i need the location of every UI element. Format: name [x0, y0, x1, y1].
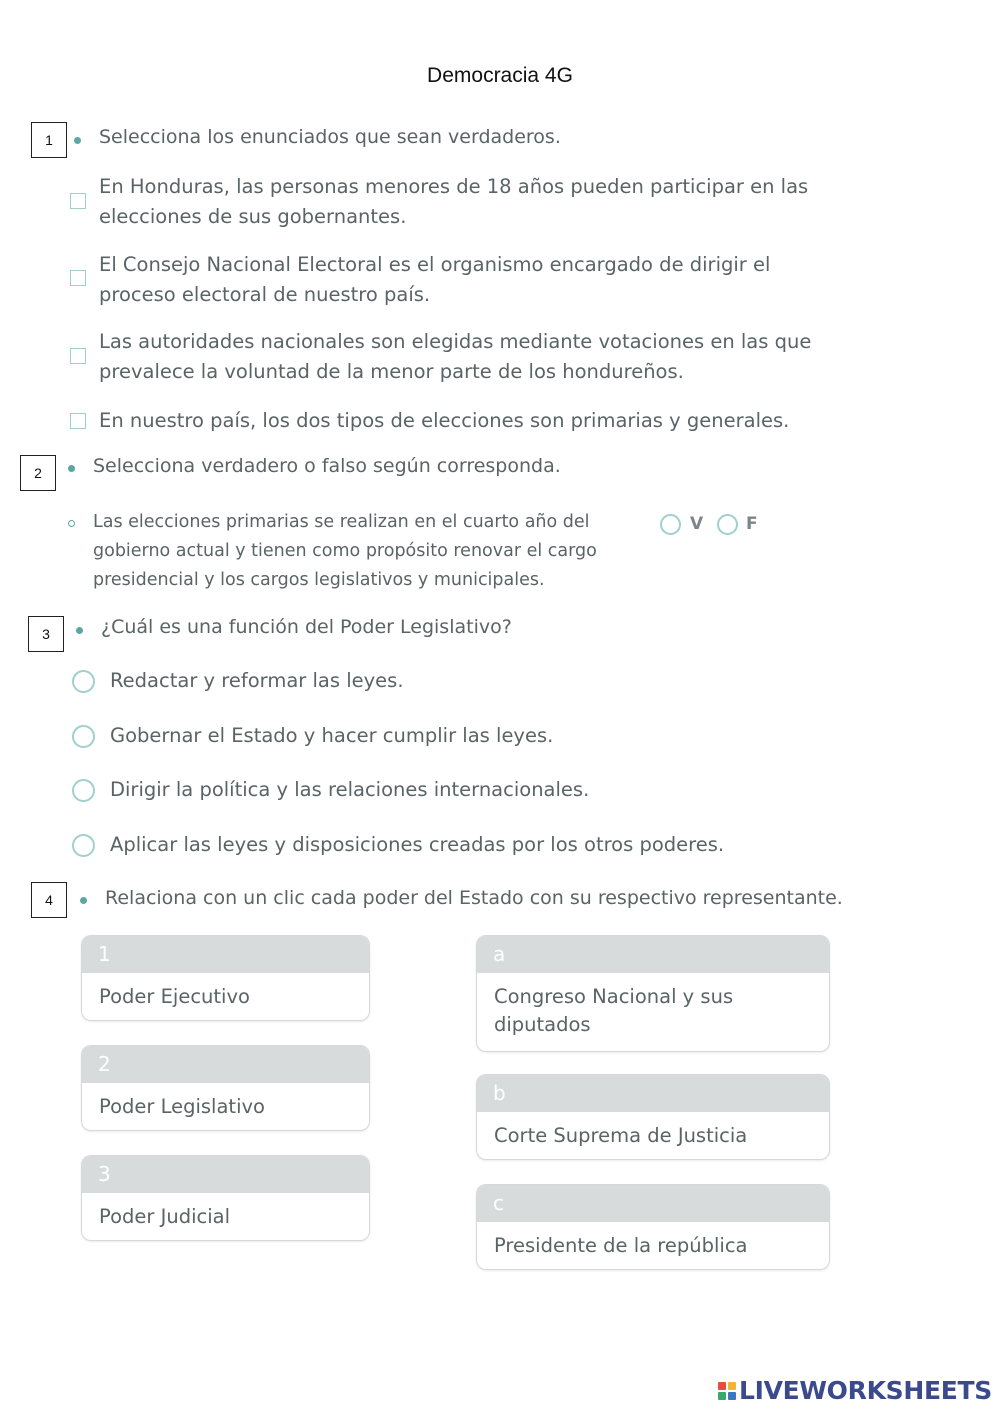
card-key: b: [477, 1075, 829, 1112]
page-title: Democracia 4G: [427, 64, 573, 87]
question-number-1: 1: [31, 122, 67, 158]
bullet-icon: [68, 465, 75, 472]
q3-option-4: Aplicar las leyes y disposiciones creadas por los otros poderes.: [110, 833, 725, 856]
match-card-left-1[interactable]: [81, 935, 370, 1021]
card-label: Poder Legislativo: [99, 1095, 265, 1118]
radio-option-4[interactable]: [72, 834, 95, 857]
question-number-2: 2: [20, 455, 56, 491]
checkbox-option-4[interactable]: [70, 413, 86, 429]
match-card-left-2[interactable]: [81, 1045, 370, 1131]
card-key: c: [477, 1185, 829, 1222]
card-key: 1: [82, 936, 369, 973]
radio-option-1[interactable]: [72, 670, 95, 693]
bullet-icon: [76, 627, 83, 634]
match-card-right-b[interactable]: [476, 1074, 830, 1160]
q1-option-1: En Honduras, las personas menores de 18 años pueden participar en las elecciones de sus gobernantes.: [99, 175, 809, 228]
match-card-right-c[interactable]: [476, 1184, 830, 1270]
checkbox-option-3[interactable]: [70, 348, 86, 364]
sub-bullet-icon: [68, 520, 75, 527]
bullet-icon: [74, 137, 81, 144]
q1-option-2: El Consejo Nacional Electoral es el organismo encargado de dirigir el proceso electoral de nuestro país.: [99, 253, 771, 306]
q1-option-3: Las autoridades nacionales son elegidas mediante votaciones en las que prevalece la voluntad de la menor parte de los hondureños.: [99, 330, 812, 383]
bullet-icon: [80, 897, 87, 904]
radio-option-2[interactable]: [72, 725, 95, 748]
logo-icon: [718, 1382, 736, 1400]
question-number-3: 3: [28, 616, 64, 652]
card-label: Presidente de la república: [494, 1234, 748, 1257]
question-1-prompt: Selecciona los enunciados que sean verdaderos.: [99, 126, 561, 148]
card-key: 3: [82, 1156, 369, 1193]
match-card-left-3[interactable]: [81, 1155, 370, 1241]
logo-square-3: [718, 1392, 726, 1400]
card-key: a: [477, 936, 829, 973]
q2-statement: Las elecciones primarias se realizan en el cuarto año del gobierno actual y tienen como propósito renovar el cargo presidencial y los cargos legislativos y municipales.: [93, 512, 597, 590]
q3-option-1: Redactar y reformar las leyes.: [110, 669, 404, 692]
card-label: Poder Ejecutivo: [99, 985, 250, 1008]
card-key: 2: [82, 1046, 369, 1083]
question-4-prompt: Relaciona con un clic cada poder del Estado con su respectivo representante.: [105, 887, 843, 909]
card-label: Congreso Nacional y sus diputados: [494, 985, 734, 1036]
true-radio[interactable]: [660, 514, 681, 535]
true-label: V: [690, 514, 704, 534]
q1-option-4: En nuestro país, los dos tipos de elecciones son primarias y generales.: [99, 409, 790, 432]
q3-option-3: Dirigir la política y las relaciones internacionales.: [110, 778, 590, 801]
radio-option-3[interactable]: [72, 779, 95, 802]
logo-square-4: [728, 1392, 736, 1400]
question-2-prompt: Selecciona verdadero o falso según corresponda.: [93, 455, 561, 477]
logo-square-1: [718, 1382, 726, 1390]
false-radio[interactable]: [717, 514, 738, 535]
liveworksheets-logo[interactable]: [718, 1376, 992, 1405]
q3-option-2: Gobernar el Estado y hacer cumplir las leyes.: [110, 724, 554, 747]
logo-text: LIVEWORKSHEETS: [738, 1376, 992, 1405]
false-label: F: [746, 514, 758, 534]
match-card-right-a[interactable]: [476, 935, 830, 1052]
logo-square-2: [728, 1382, 736, 1390]
question-3-prompt: ¿Cuál es una función del Poder Legislativo?: [101, 616, 512, 638]
checkbox-option-2[interactable]: [70, 270, 86, 286]
checkbox-option-1[interactable]: [70, 193, 86, 209]
card-label: Corte Suprema de Justicia: [494, 1124, 748, 1147]
question-number-4: 4: [31, 882, 67, 918]
card-label: Poder Judicial: [99, 1205, 230, 1228]
